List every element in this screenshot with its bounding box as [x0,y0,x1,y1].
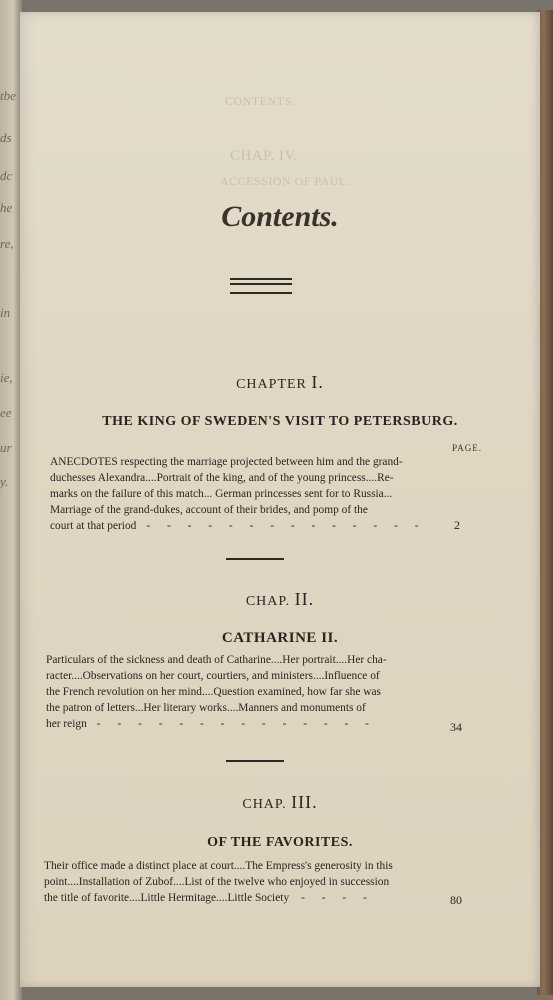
chapter-label [20,372,540,393]
page-number: 34 [450,720,462,734]
summary-line: the French revolution on her mind....Question examined, how far she was [46,686,381,698]
ornamental-rule [230,278,292,294]
summary-line: ANECDOTES respecting the marriage projected between him and the grand- [50,456,403,468]
page-number: 80 [450,893,462,907]
page-title: Contents. [221,200,339,233]
facing-page-text: tbe [0,88,16,103]
summary-line: Particulars of the sickness and death of Catharine....Her portrait....Her cha- [46,654,387,666]
page-number: 2 [454,518,460,532]
facing-page-edge [0,0,22,1000]
facing-page-text: he [0,200,13,215]
chapter-label [20,792,540,813]
facing-page-text: ds [0,130,12,145]
chapter-numeral: II. [294,589,315,609]
summary-line: racter....Observations on her court, courtiers, and ministers....Influence of [46,670,380,682]
chapter-prefix: CHAP. [242,797,287,812]
facing-page-text: ur [0,440,12,455]
summary-line: the title of favorite....Little Hermitage....Little Society [44,892,290,904]
bleed-through-text: CONTENTS. [225,94,296,108]
dot-leader: - - - - [301,892,374,904]
chapter-summary [46,652,464,732]
chapter-heading: THE KING OF SWEDEN'S VISIT TO PETERSBURG. [102,414,458,429]
chapter-numeral: I. [311,372,324,392]
bleed-through-text: ACCESSION OF PAUL. [220,174,351,188]
summary-line: Marriage of the grand-dukes, account of their brides, and pomp of the [50,504,368,516]
summary-line: duchesses Alexandra....Portrait of the king, and of the young princess....Re- [50,472,394,484]
chapter-heading: CATHARINE II. [221,630,339,646]
bleed-through-text: CHAP. IV. [230,148,298,164]
chapter-label [20,589,540,610]
page-column-label: PAGE. [452,443,482,453]
summary-line: Their office made a distinct place at court....The Empress's generosity in this [44,860,393,872]
section-rule [226,558,284,560]
facing-page-text: dc [0,168,13,183]
facing-page-text: ee [0,405,12,420]
facing-page-text: in [0,305,11,320]
chapter-numeral: III. [291,792,318,812]
dot-leader: - - - - - - - - - - - - - - [146,520,426,532]
chapter-summary [50,454,470,534]
chapter-prefix: CHAPTER [236,377,307,392]
chapter-heading: OF THE FAVORITES. [207,835,353,850]
summary-line: court at that period [50,520,137,532]
facing-page-text: ie, [0,370,13,385]
summary-line: the patron of letters...Her literary works....Manners and monuments of [46,702,366,714]
facing-page-text: re, [0,236,14,251]
dot-leader: - - - - - - - - - - - - - - [96,718,376,730]
facing-page-text: y. [0,474,9,489]
summary-line: marks on the failure of this match... German princesses sent for to Russia... [50,488,393,500]
chapter-summary [44,858,464,906]
chapter-prefix: CHAP. [245,594,291,609]
section-rule [226,760,284,762]
summary-line: point....Installation of Zubof....List of the twelve who enjoyed in succession [44,876,390,888]
summary-line: her reign [46,718,87,730]
book-page [20,12,540,987]
